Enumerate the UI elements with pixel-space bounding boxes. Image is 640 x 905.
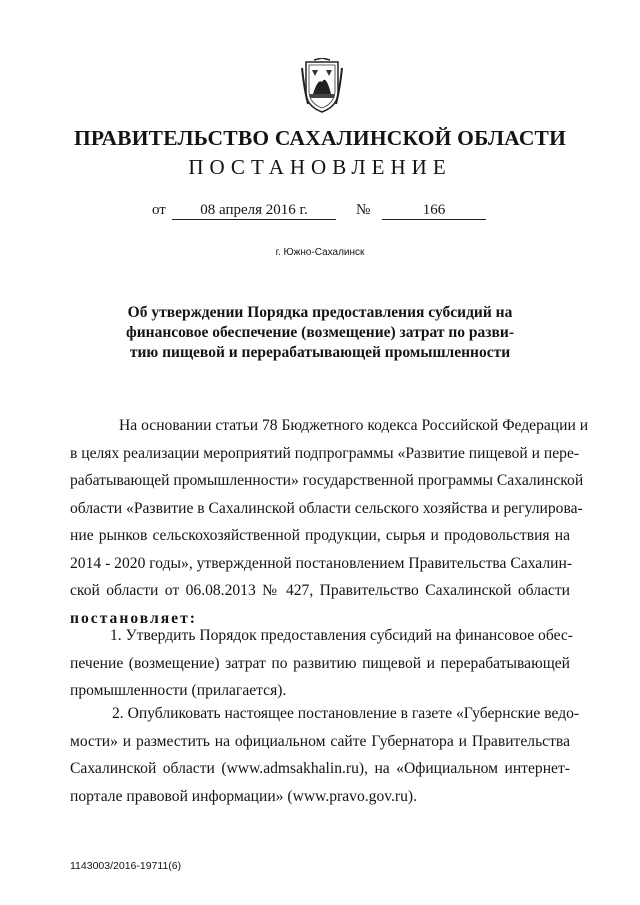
heading-line: Об утверждении Порядка предоставления субсидий на — [127, 304, 513, 321]
text-line: мости» и разместить на официальном сайте Губернатора и Правительства — [70, 732, 570, 750]
decree-word: постановляет: — [70, 609, 197, 627]
heading-line: тию пищевой и перерабатывающей промышленности — [129, 344, 511, 361]
item-2 — [70, 700, 580, 810]
number-sign: № — [356, 202, 371, 218]
text-line: На основании статьи 78 Бюджетного кодекса Российской Федерации и — [119, 417, 589, 434]
date-prefix: от — [152, 202, 166, 218]
government-title: ПРАВИТЕЛЬСТВО САХАЛИНСКОЙ ОБЛАСТИ — [73, 126, 567, 150]
text-line: 2014 - 2020 годы», утвержденной постановлением Правительства Сахалин- — [70, 554, 573, 572]
item-1 — [70, 622, 574, 705]
document-date: 08 апреля 2016 г. — [172, 202, 336, 220]
city: г. Южно-Сахалинск — [275, 247, 365, 258]
text-line: ской области от 06.08.2013 № 427, Правительство Сахалинской области — [70, 582, 570, 599]
document-heading — [120, 303, 520, 363]
document-kind: ПОСТАНОВЛЕНИЕ — [188, 155, 452, 179]
text-line: ние рынков сельскохозяйственной продукции, сырья и продовольствия на — [70, 527, 570, 544]
text-line: промышленности (прилагается). — [70, 682, 287, 699]
text-line: области «Развитие в Сахалинской области сельского хозяйства и регулирова- — [70, 499, 583, 517]
document-number: 166 — [382, 202, 486, 220]
coat-of-arms-emblem — [300, 58, 344, 114]
heading-line: финансовое обеспечение (возмещение) затрат по разви- — [125, 324, 514, 341]
footer-registration-code: 1143003/2016-19711(6) — [70, 860, 182, 872]
preamble-paragraph — [70, 412, 589, 632]
text-line: рабатывающей промышленности» государственной программы Сахалинской — [70, 472, 584, 489]
text-line: портале правовой информации» (www.pravo.gov.ru). — [70, 787, 417, 805]
text-line: печение (возмещение) затрат по развитию пищевой и перерабатывающей — [70, 654, 570, 672]
text-line: Сахалинской области (www.admsakhalin.ru), на «Официальном интернет- — [70, 760, 570, 777]
text-line: в целях реализации мероприятий подпрограммы «Развитие пищевой и пере- — [70, 444, 580, 462]
text-line: 2. Опубликовать настоящее постановление в газете «Губернские ведо- — [112, 705, 580, 722]
text-line: 1. Утвердить Порядок предоставления субсидий на финансовое обес- — [110, 627, 574, 644]
